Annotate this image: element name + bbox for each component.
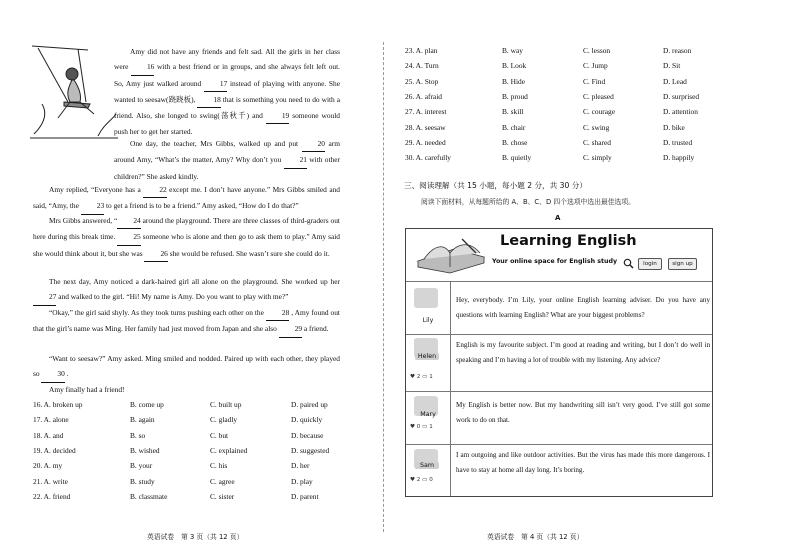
option[interactable]: D. her bbox=[291, 461, 310, 471]
section-title: 三、阅读理解（共 15 小题，每小题 2 分，共 30 分） bbox=[404, 181, 587, 190]
answer-blank[interactable]: 21 bbox=[284, 152, 307, 168]
option[interactable]: 20. A. my bbox=[33, 461, 63, 471]
passage-text: someone who is alone and then go to ask them to play.” Amy said she would think about it, but she was bbox=[33, 232, 340, 258]
comment-icon[interactable]: ▭ bbox=[422, 424, 428, 430]
page-footer: 英语试卷 第 4 页（共 12 页） bbox=[487, 533, 584, 541]
signup-button[interactable]: sign up bbox=[668, 258, 697, 270]
option[interactable]: 21. A. write bbox=[33, 476, 68, 486]
passage-text: “Want to seesaw?” Amy asked. Ming smiled and nodded. Paired up with each other, they played so bbox=[33, 354, 340, 379]
option[interactable]: 29. A. needed bbox=[405, 137, 446, 147]
option[interactable]: 24. A. Turn bbox=[405, 61, 439, 71]
answer-blank[interactable]: 25 bbox=[117, 229, 140, 245]
option[interactable]: D. suggested bbox=[291, 445, 330, 455]
like-count: 0 bbox=[416, 424, 421, 430]
learning-english-forum bbox=[405, 228, 713, 497]
option[interactable]: B. again bbox=[130, 415, 155, 425]
passage-text: “Okay,” the girl said shyly. As they took turns pushing each other on the bbox=[49, 308, 266, 317]
passage-paragraph bbox=[33, 213, 340, 262]
option[interactable]: D. paired up bbox=[291, 400, 328, 409]
author-name: Lily bbox=[422, 317, 434, 324]
option[interactable]: C. gladly bbox=[210, 415, 238, 425]
login-button[interactable]: login bbox=[638, 258, 662, 270]
heart-icon[interactable]: ♥ bbox=[410, 374, 416, 380]
avatar bbox=[414, 288, 438, 308]
author-name: Helen bbox=[415, 353, 439, 360]
option[interactable]: C. pleased bbox=[583, 91, 614, 101]
option[interactable]: D. reason bbox=[663, 46, 692, 55]
passage-text: a friend. bbox=[302, 324, 329, 334]
option[interactable]: 19. A. decided bbox=[33, 445, 76, 455]
answer-blank[interactable]: 27 bbox=[33, 289, 56, 305]
girl-on-swing-illustration bbox=[28, 44, 118, 140]
answer-blank[interactable]: 22 bbox=[143, 182, 166, 198]
option[interactable]: C. built up bbox=[210, 400, 242, 409]
passage-text: she would be refused. She wasn’t sure she could do it. bbox=[167, 248, 330, 258]
option[interactable]: D. happily bbox=[663, 153, 695, 163]
option[interactable]: C. explained bbox=[210, 445, 248, 455]
option[interactable]: 22. A. friend bbox=[33, 491, 71, 501]
option[interactable]: 27. A. interest bbox=[405, 107, 447, 117]
option[interactable]: C. his bbox=[210, 461, 228, 471]
post-stats bbox=[410, 374, 433, 380]
passage-text: Amy finally had a friend! bbox=[49, 385, 125, 394]
passage-paragraph bbox=[33, 274, 340, 306]
comment-count: 1 bbox=[429, 424, 433, 430]
comment-icon[interactable]: ▭ bbox=[422, 374, 428, 380]
forum-post bbox=[406, 335, 712, 392]
passage-paragraph bbox=[33, 305, 340, 338]
post-text: I am outgoing and like outdoor activities. But the virus has made this more dangerous. I have to stay at home all day long. It’s boring. bbox=[456, 451, 710, 474]
option[interactable]: B. skill bbox=[502, 107, 524, 117]
post-text: Hey, everybody. I’m Lily, your online English learning adviser. Do you have any questions with learning English? What are your biggest problems? bbox=[456, 296, 710, 319]
post-stats bbox=[410, 424, 433, 430]
option[interactable]: B. classmate bbox=[130, 491, 168, 501]
option[interactable]: C. shared bbox=[583, 137, 611, 147]
option[interactable]: 30. A. carefully bbox=[405, 153, 451, 163]
passage-text: that is something you need to do with a friend. Also, she longed to swing(荡秋千) and bbox=[114, 94, 341, 121]
option[interactable]: C. swing bbox=[583, 122, 610, 132]
page-footer: 英语试卷 第 3 页（共 12 页） bbox=[147, 533, 244, 541]
option[interactable]: B. your bbox=[130, 461, 153, 471]
passage-paragraph bbox=[33, 351, 340, 383]
left-page bbox=[0, 0, 380, 560]
option[interactable]: 23. A. plan bbox=[405, 46, 438, 55]
option[interactable]: B. Hide bbox=[502, 76, 525, 86]
option[interactable]: B. so bbox=[130, 430, 146, 440]
option[interactable]: B. quietly bbox=[502, 153, 532, 163]
passage-paragraph bbox=[114, 136, 340, 184]
author-column bbox=[406, 445, 451, 496]
comment-count: 0 bbox=[429, 477, 433, 483]
heart-icon[interactable]: ♥ bbox=[410, 477, 416, 483]
option[interactable]: 28. A. seesaw bbox=[405, 122, 446, 132]
passage-paragraph bbox=[33, 382, 340, 397]
passage-paragraph bbox=[114, 44, 340, 140]
passage-text: with a best friend or in groups, and she always felt left out. So, Amy just walked around bbox=[114, 62, 340, 88]
option[interactable]: B. wished bbox=[130, 445, 160, 455]
option[interactable]: 26. A. afraid bbox=[405, 91, 442, 101]
option[interactable]: D. surprised bbox=[663, 91, 700, 101]
option[interactable]: 16. A. broken up bbox=[33, 400, 83, 409]
option[interactable]: B. Look bbox=[502, 61, 527, 71]
option[interactable]: C. sister bbox=[210, 491, 235, 501]
author-name: Mary bbox=[420, 411, 436, 418]
passage-text: The next day, Amy noticed a dark-haired girl all alone on the playground. She worked up her bbox=[49, 277, 340, 286]
option[interactable]: B. come up bbox=[130, 400, 164, 409]
answer-blank[interactable]: 17 bbox=[204, 76, 227, 92]
passage-text: arm around Amy, “What’s the matter, Amy? Why don’t you bbox=[114, 139, 340, 165]
option[interactable]: 25. A. Stop bbox=[405, 76, 439, 86]
option[interactable]: 18. A. and bbox=[33, 430, 64, 440]
answer-blank[interactable]: 24 bbox=[117, 213, 140, 229]
passage-text: with other children?” She asked kindly. bbox=[114, 155, 340, 181]
answer-blank[interactable]: 29 bbox=[279, 321, 302, 337]
option[interactable]: B. study bbox=[130, 476, 155, 486]
option[interactable]: D. trusted bbox=[663, 137, 693, 147]
option[interactable]: D. play bbox=[291, 476, 313, 486]
answer-blank[interactable]: 20 bbox=[302, 136, 325, 152]
answer-blank[interactable]: 19 bbox=[266, 108, 289, 124]
option[interactable]: C. but bbox=[210, 430, 229, 440]
comment-icon[interactable]: ▭ bbox=[422, 477, 428, 483]
option[interactable]: D. bike bbox=[663, 122, 685, 132]
author-name: Sam bbox=[415, 462, 439, 469]
forum-post bbox=[406, 282, 712, 335]
option[interactable]: D. quickly bbox=[291, 415, 323, 425]
option[interactable]: D. parent bbox=[291, 491, 319, 501]
passage-text: , Amy found out that the girl’s name was Ming. Her family had just moved from Japan and she also bbox=[33, 308, 340, 334]
passage-paragraph bbox=[33, 182, 340, 215]
forum-post bbox=[406, 392, 712, 445]
option[interactable]: D. attention bbox=[663, 107, 698, 117]
option[interactable]: B. way bbox=[502, 46, 523, 55]
option[interactable]: C. simply bbox=[583, 153, 612, 163]
option[interactable]: C. courage bbox=[583, 107, 616, 117]
page-divider bbox=[383, 42, 384, 532]
forum-header bbox=[406, 229, 712, 282]
passage-text: Amy replied, “Everyone has a bbox=[49, 185, 144, 194]
option[interactable]: D. because bbox=[291, 430, 324, 440]
option[interactable]: B. chair bbox=[502, 122, 526, 132]
passage-text: One day, the teacher, Mrs Gibbs, walked up and put bbox=[130, 139, 302, 148]
option[interactable]: D. Sit bbox=[663, 61, 681, 71]
passage-letter: A bbox=[555, 214, 561, 222]
forum-post bbox=[406, 445, 712, 496]
author-column bbox=[406, 335, 451, 391]
section-instruction: 阅读下面材料，从每题所给的 A、B、C、D 四个选项中选出最佳选项。 bbox=[421, 198, 635, 206]
option[interactable]: B. proud bbox=[502, 91, 528, 101]
option[interactable]: C. agree bbox=[210, 476, 235, 486]
answer-blank[interactable]: 28 bbox=[266, 305, 289, 321]
passage-text: someone would push her to get her started. bbox=[114, 111, 340, 137]
post-text: My English is better now. But my handwriting sill isn’t very good. I’ve still got some work to do on that. bbox=[456, 401, 710, 424]
like-count: 2 bbox=[416, 477, 421, 483]
passage-text: to get a friend is to be a friend.” Amy asked, “How do I do that?” bbox=[104, 201, 299, 211]
post-text: English is my favourite subject. I’m good at reading and writing, but I don’t do well in speaking and I’m having a lot of trouble with my listening. Any advice? bbox=[456, 341, 710, 364]
author-column bbox=[406, 282, 451, 334]
passage-text: instead of playing with anyone. She wanted to seesaw(跷跷板), bbox=[114, 78, 340, 104]
answer-blank[interactable]: 26 bbox=[144, 246, 167, 262]
option[interactable]: D. Lead bbox=[663, 76, 687, 86]
answer-blank[interactable]: 23 bbox=[81, 198, 104, 214]
answer-blank[interactable]: 16 bbox=[131, 59, 154, 75]
passage-text: . bbox=[64, 369, 69, 379]
post-stats bbox=[410, 477, 433, 483]
passage-text: around the playground. There are three classes of third-graders out here during this break time. bbox=[33, 216, 340, 242]
forum-title: Learning English bbox=[500, 233, 637, 249]
like-count: 2 bbox=[416, 374, 421, 380]
comment-count: 1 bbox=[429, 374, 433, 380]
author-column bbox=[406, 392, 451, 444]
option[interactable]: B. chose bbox=[502, 137, 528, 147]
search-icon[interactable] bbox=[623, 258, 634, 269]
passage-text: except me. I don’t have anyone.” Mrs Gibbs smiled and said, “Amy, the bbox=[33, 185, 340, 211]
passage-text: Mrs Gibbs answered, “ bbox=[49, 216, 118, 225]
forum-subtitle: Your online space for English study bbox=[492, 258, 618, 265]
open-book-icon bbox=[414, 235, 488, 275]
passage-text: and walked to the girl. “Hi! My name is Amy. Do you want to play with me?” bbox=[56, 292, 289, 302]
passage-text: Amy did not have any friends and felt sad. All the girls in her class were bbox=[114, 47, 340, 72]
option[interactable]: C. Jump bbox=[583, 61, 608, 71]
option[interactable]: C. Find bbox=[583, 76, 606, 86]
heart-icon[interactable]: ♥ bbox=[410, 424, 416, 430]
option[interactable]: C. lesson bbox=[583, 46, 611, 55]
answer-blank[interactable]: 18 bbox=[197, 92, 220, 108]
answer-blank[interactable]: 30 bbox=[41, 366, 64, 382]
option[interactable]: 17. A. alone bbox=[33, 415, 69, 425]
